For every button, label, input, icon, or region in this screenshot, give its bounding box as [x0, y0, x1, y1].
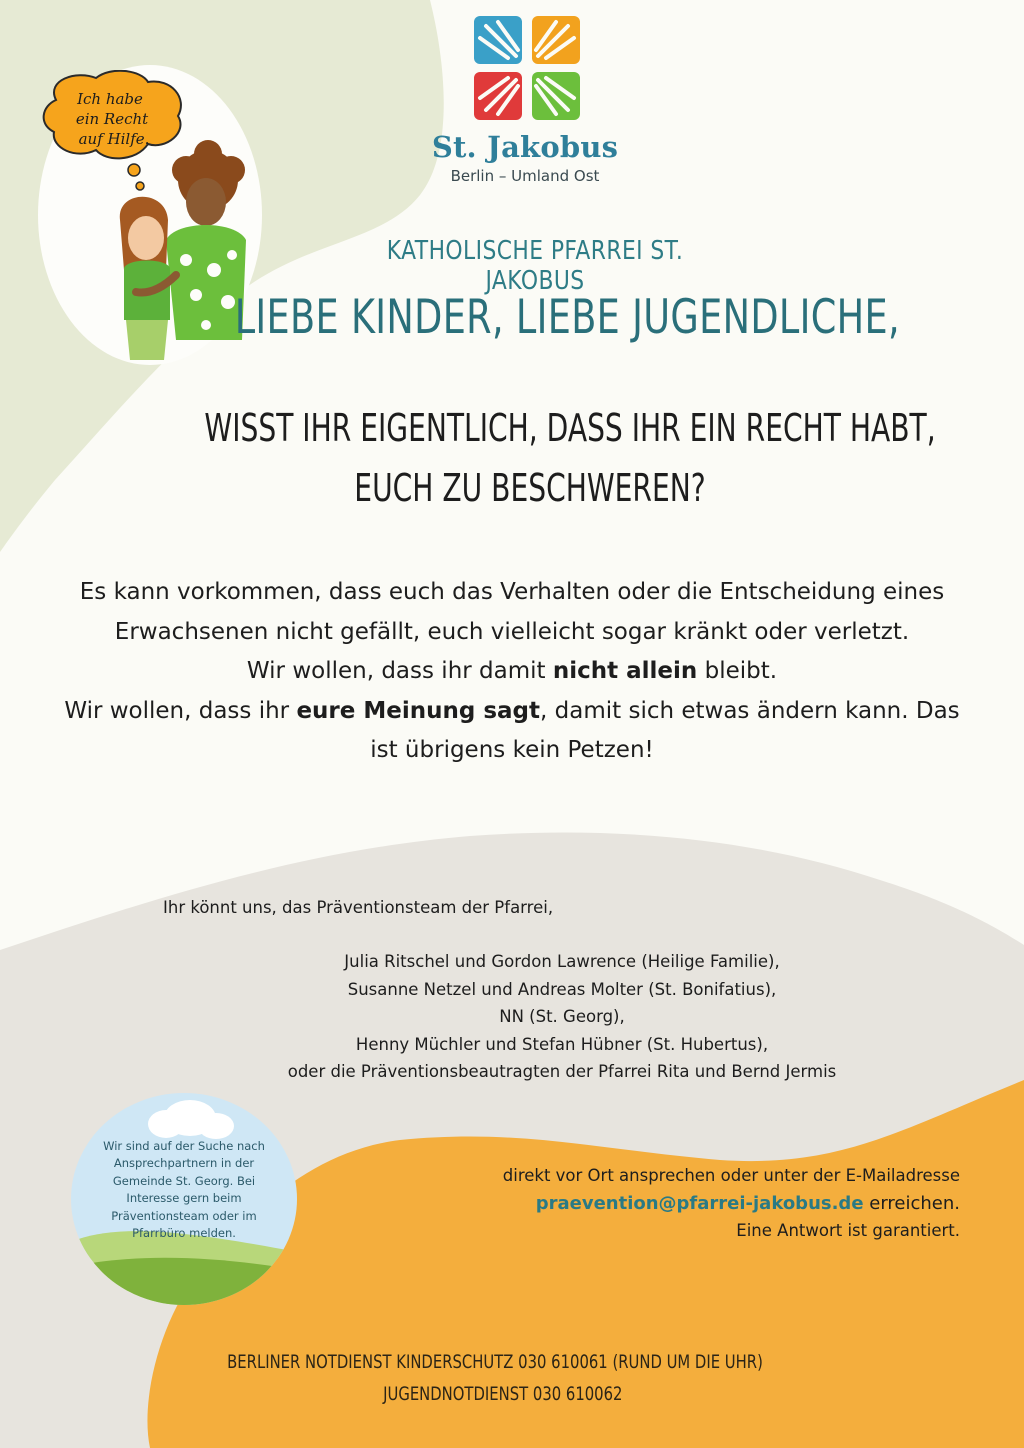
thought-line-1: Ich habe — [77, 90, 143, 108]
hotline-line-1: BERLINER NOTDIENST KINDERSCHUTZ 030 610061 (RUND UM DIE UHR) — [227, 1351, 763, 1373]
thought-line-3: auf Hilfe. — [78, 130, 150, 148]
body-paragraph-1: Es kann vorkommen, dass euch das Verhalten oder die Entscheidung eines Erwachsenen nicht gefällt, euch vielleicht sogar kränkt oder verletzt. — [79, 579, 945, 645]
thought-line-2: ein Recht — [75, 110, 149, 128]
search-notice-text: Wir sind auf der Suche nach Ansprechpartnern in der Gemeinde St. Georg. Bei Interesse gern beim Präventionsteam oder im Pfarrbüro melden. — [103, 1139, 265, 1241]
body-text — [20, 573, 1004, 771]
reach-text — [380, 1162, 960, 1245]
body-p3-post: , damit sich etwas ändern kann. Das ist übrigens kein Petzen! — [370, 697, 960, 763]
contacts-list — [170, 948, 954, 1086]
email-link[interactable]: praevention@pfarrei-jakobus.de — [535, 1192, 864, 1214]
reach-line-2 — [380, 1190, 960, 1218]
brand-subtitle: Berlin – Umland Ost — [450, 167, 600, 185]
headline: LIEBE KINDER, LIEBE JUGENDLICHE, — [234, 290, 900, 345]
hotline-info — [226, 1346, 764, 1410]
body-p3-pre: Wir wollen, dass ihr — [64, 697, 297, 724]
body-p2-post: bleibt. — [697, 658, 778, 684]
st-jakobus-logo — [468, 12, 586, 124]
reach-line-2-post: erreichen. — [863, 1192, 960, 1214]
body-p2-pre: Wir wollen, dass ihr damit — [246, 658, 553, 684]
question-line-2: EUCH ZU BESCHWEREN? — [354, 466, 706, 510]
parish-kicker: KATHOLISCHE PFARREI ST. JAKOBUS — [386, 236, 684, 296]
contact-line: NN (St. Georg), — [499, 1007, 625, 1026]
question-heading — [204, 398, 936, 518]
body-p3-bold: eure Meinung sagt — [296, 697, 541, 724]
body-paragraph-2 — [20, 652, 1004, 692]
contact-line: Susanne Netzel und Andreas Molter (St. Bonifatius), — [347, 979, 777, 999]
body-paragraph-3 — [20, 692, 1004, 771]
question-line-1: WISST IHR EIGENTLICH, DASS IHR EIN RECHT HABT, — [204, 406, 936, 450]
reach-line-3: Eine Antwort ist garantiert. — [736, 1221, 960, 1240]
hotline-line-2: JUGENDNOTDIENST 030 610062 — [383, 1383, 623, 1405]
child-and-adult-illustration — [36, 70, 266, 370]
contact-line: Julia Ritschel und Gordon Lawrence (Heilige Familie), — [344, 952, 780, 971]
contact-line: Henny Müchler und Stefan Hübner (St. Hubertus), — [355, 1034, 769, 1054]
contacts-intro: Ihr könnt uns, das Präventionsteam der Pfarrei, — [163, 898, 554, 917]
reach-line-1: direkt vor Ort ansprechen oder unter der E-Mailadresse — [502, 1166, 960, 1185]
brand-name: St. Jakobus — [431, 130, 619, 164]
body-p2-bold: nicht allein — [552, 658, 698, 684]
contact-line: oder die Präventionsbeautragten der Pfarrei Rita und Bernd Jermis — [287, 1062, 837, 1081]
